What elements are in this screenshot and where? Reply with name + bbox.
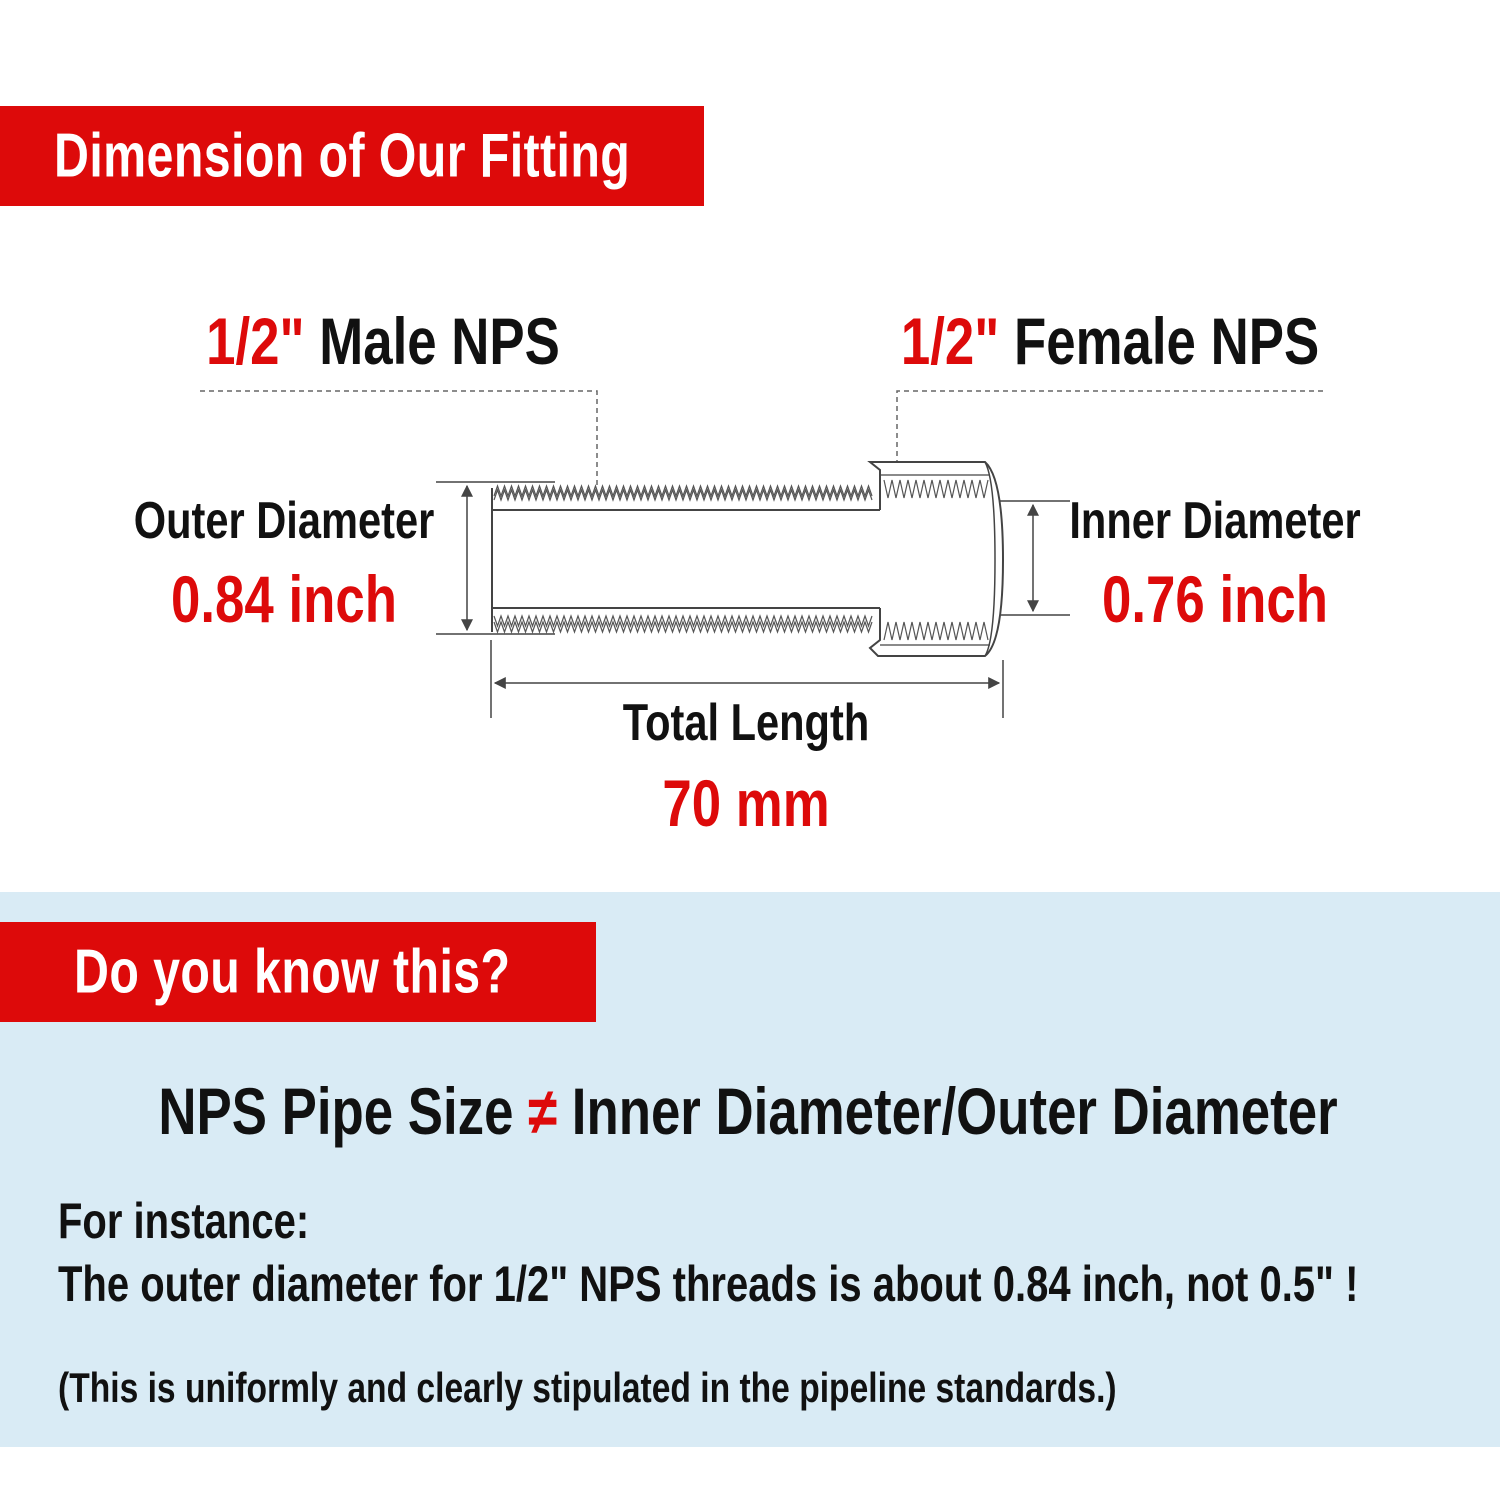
instance-label: For instance: bbox=[58, 1193, 310, 1249]
not-equal-symbol: ≠ bbox=[528, 1074, 558, 1148]
standards-note: (This is uniformly and clearly stipulated in the pipeline standards.) bbox=[58, 1364, 1117, 1411]
total-length-label: Total Length bbox=[622, 694, 870, 752]
outer-diameter-dimension bbox=[436, 482, 555, 634]
female-label: Female NPS bbox=[1013, 304, 1320, 378]
female-thread-bottom bbox=[884, 622, 988, 640]
headline bbox=[158, 1074, 1338, 1148]
total-length-value: 70 mm bbox=[662, 766, 830, 840]
total-length-dimension bbox=[491, 640, 1003, 718]
did-you-know-banner bbox=[0, 922, 596, 1022]
inner-diameter-value: 0.76 inch bbox=[1102, 562, 1328, 636]
female-thread-top bbox=[884, 480, 988, 498]
section-title: Dimension of Our Fitting bbox=[54, 121, 631, 191]
headline-left: NPS Pipe Size bbox=[158, 1074, 514, 1148]
instance-text: The outer diameter for 1/2" NPS threads is about 0.84 inch, not 0.5" ! bbox=[58, 1256, 1359, 1312]
male-thread-bottom bbox=[494, 622, 872, 632]
female-leader-line bbox=[897, 391, 1323, 462]
inner-diameter-dimension bbox=[1000, 501, 1070, 615]
male-size: 1/2" bbox=[206, 304, 305, 378]
headline-right: Inner Diameter/Outer Diameter bbox=[571, 1074, 1338, 1148]
male-leader-line bbox=[200, 391, 597, 488]
outer-diameter-label: Outer Diameter bbox=[133, 492, 435, 550]
thread-pattern bbox=[494, 480, 988, 640]
outer-diameter-value: 0.84 inch bbox=[171, 562, 397, 636]
female-size: 1/2" bbox=[900, 304, 1000, 378]
inner-diameter-label: Inner Diameter bbox=[1069, 492, 1361, 550]
did-you-know-title: Do you know this? bbox=[74, 937, 511, 1007]
male-label: Male NPS bbox=[319, 304, 560, 378]
male-thread-top bbox=[494, 486, 872, 496]
